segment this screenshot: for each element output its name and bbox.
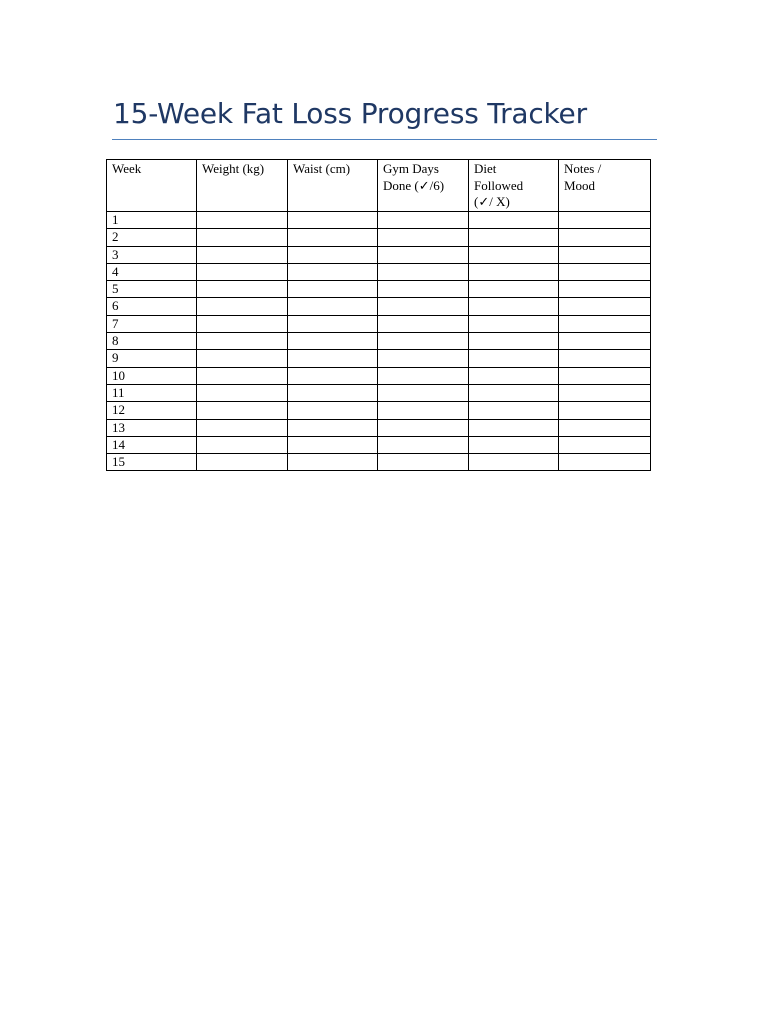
header-line: Gym Days [383,161,439,176]
waist-cell[interactable] [288,298,378,315]
week-number-cell: 12 [107,402,197,419]
gym-days-cell[interactable] [378,367,469,384]
notes-mood-cell[interactable] [559,246,651,263]
week-number-cell: 3 [107,246,197,263]
table-row [107,298,651,315]
week-number-cell: 5 [107,281,197,298]
header-line: Followed [474,177,524,193]
week-number-cell: 13 [107,419,197,436]
header-line: Notes / [564,161,602,176]
gym-days-cell[interactable] [378,350,469,367]
notes-mood-cell[interactable] [559,436,651,453]
week-number-cell: 11 [107,384,197,401]
weight-cell[interactable] [197,384,288,401]
diet-followed-cell[interactable] [469,419,559,436]
weight-cell[interactable] [197,246,288,263]
table-row [107,246,651,263]
diet-followed-cell[interactable] [469,298,559,315]
table-row [107,315,651,332]
notes-mood-cell[interactable] [559,350,651,367]
header-line: Mood [564,177,596,193]
week-number-cell: 2 [107,229,197,246]
table-row [107,212,651,229]
table-row [107,263,651,280]
diet-followed-cell[interactable] [469,402,559,419]
weight-cell[interactable] [197,436,288,453]
header-weight [197,160,288,212]
gym-days-cell[interactable] [378,229,469,246]
table-body [107,212,651,471]
header-gym-days [378,160,469,212]
diet-followed-cell[interactable] [469,367,559,384]
weight-cell[interactable] [197,229,288,246]
diet-followed-cell[interactable] [469,454,559,471]
notes-mood-cell[interactable] [559,419,651,436]
notes-mood-cell[interactable] [559,212,651,229]
gym-days-cell[interactable] [378,246,469,263]
gym-days-cell[interactable] [378,333,469,350]
waist-cell[interactable] [288,263,378,280]
week-number-cell: 9 [107,350,197,367]
header-diet-followed [469,160,559,212]
gym-days-cell[interactable] [378,281,469,298]
waist-cell[interactable] [288,419,378,436]
notes-mood-cell[interactable] [559,263,651,280]
diet-followed-cell[interactable] [469,263,559,280]
waist-cell[interactable] [288,350,378,367]
gym-days-cell[interactable] [378,454,469,471]
notes-mood-cell[interactable] [559,367,651,384]
diet-followed-cell[interactable] [469,384,559,401]
weight-cell[interactable] [197,454,288,471]
waist-cell[interactable] [288,384,378,401]
gym-days-cell[interactable] [378,298,469,315]
week-number-cell: 8 [107,333,197,350]
notes-mood-cell[interactable] [559,315,651,332]
table-row [107,350,651,367]
diet-followed-cell[interactable] [469,350,559,367]
table-row [107,333,651,350]
header-week [107,160,197,212]
waist-cell[interactable] [288,315,378,332]
diet-followed-cell[interactable] [469,436,559,453]
notes-mood-cell[interactable] [559,333,651,350]
notes-mood-cell[interactable] [559,229,651,246]
notes-mood-cell[interactable] [559,281,651,298]
waist-cell[interactable] [288,454,378,471]
gym-days-cell[interactable] [378,384,469,401]
table-row [107,229,651,246]
header-line: Waist (cm) [293,161,351,176]
week-number-cell: 6 [107,298,197,315]
waist-cell[interactable] [288,212,378,229]
table-row [107,436,651,453]
diet-followed-cell[interactable] [469,246,559,263]
header-line: Weight (kg) [202,161,265,176]
weight-cell[interactable] [197,298,288,315]
waist-cell[interactable] [288,229,378,246]
weight-cell[interactable] [197,402,288,419]
notes-mood-cell[interactable] [559,454,651,471]
notes-mood-cell[interactable] [559,384,651,401]
diet-followed-cell[interactable] [469,315,559,332]
table-row [107,402,651,419]
weight-cell[interactable] [197,212,288,229]
notes-mood-cell[interactable] [559,402,651,419]
table-header [107,160,651,212]
weight-cell[interactable] [197,367,288,384]
header-row [107,160,651,212]
table-row [107,384,651,401]
notes-mood-cell[interactable] [559,298,651,315]
gym-days-cell[interactable] [378,402,469,419]
waist-cell[interactable] [288,333,378,350]
waist-cell[interactable] [288,367,378,384]
gym-days-cell[interactable] [378,315,469,332]
header-notes-mood [559,160,651,212]
weight-cell[interactable] [197,263,288,280]
waist-cell[interactable] [288,281,378,298]
page-title: 15-Week Fat Loss Progress Tracker [113,97,587,130]
week-number-cell: 15 [107,454,197,471]
table-row [107,419,651,436]
header-waist [288,160,378,212]
diet-followed-cell[interactable] [469,229,559,246]
gym-days-cell[interactable] [378,212,469,229]
weight-cell[interactable] [197,333,288,350]
week-number-cell: 4 [107,263,197,280]
header-line: (✓/ X) [474,194,510,209]
table-row [107,367,651,384]
week-number-cell: 10 [107,367,197,384]
header-line: Done (✓/6) [383,177,445,193]
weight-cell[interactable] [197,281,288,298]
gym-days-cell[interactable] [378,263,469,280]
diet-followed-cell[interactable] [469,333,559,350]
week-number-cell: 7 [107,315,197,332]
header-line: Week [112,161,142,176]
table-row [107,454,651,471]
weight-cell[interactable] [197,315,288,332]
weight-cell[interactable] [197,419,288,436]
header-line: Diet [474,161,497,176]
weight-cell[interactable] [197,350,288,367]
title-underline [112,139,657,140]
waist-cell[interactable] [288,436,378,453]
diet-followed-cell[interactable] [469,281,559,298]
waist-cell[interactable] [288,402,378,419]
progress-tracker-table [106,159,651,471]
gym-days-cell[interactable] [378,419,469,436]
week-number-cell: 1 [107,212,197,229]
table-row [107,281,651,298]
week-number-cell: 14 [107,436,197,453]
gym-days-cell[interactable] [378,436,469,453]
waist-cell[interactable] [288,246,378,263]
diet-followed-cell[interactable] [469,212,559,229]
